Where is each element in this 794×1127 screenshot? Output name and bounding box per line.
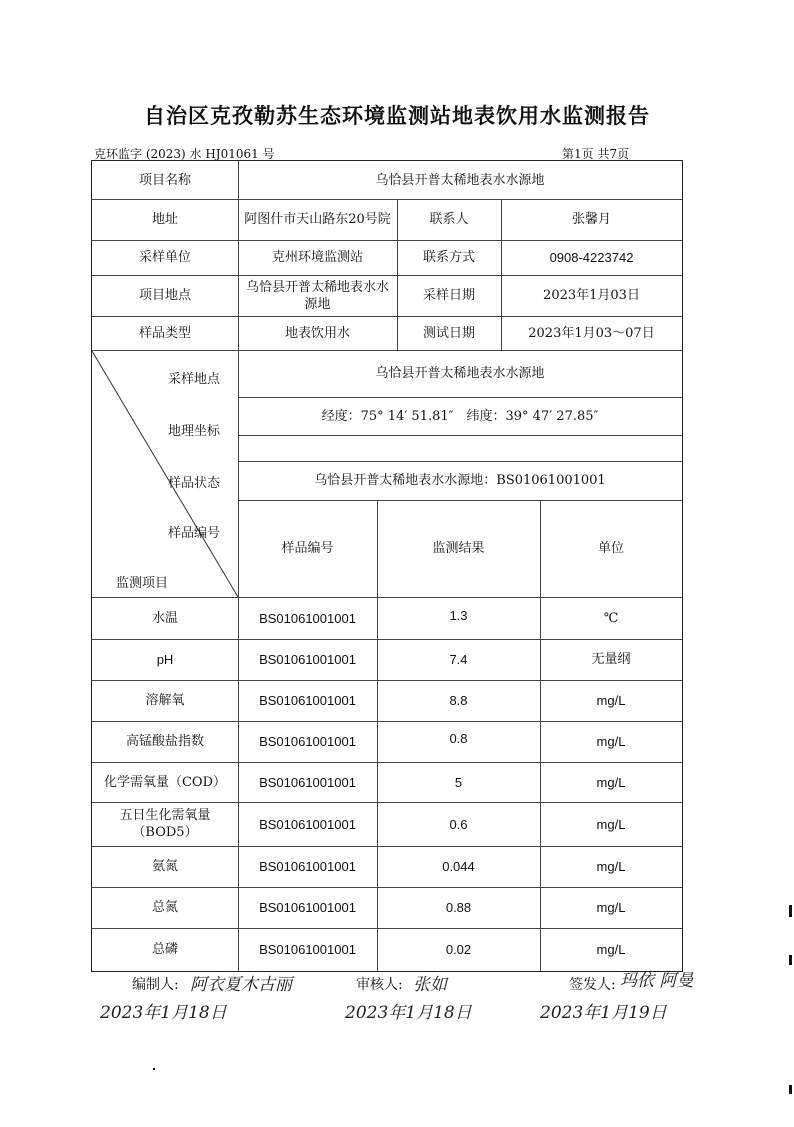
report-title: 自治区克孜勒苏生态环境监测站地表饮用水监测报告 xyxy=(144,103,650,128)
issuer-signature: 玛依 阿曼 xyxy=(620,971,694,991)
issuer-label: 签发人: xyxy=(569,977,616,993)
location-label: 项目地点 xyxy=(138,288,191,303)
row-unit: mg/L xyxy=(596,734,626,749)
scan-mark xyxy=(789,955,792,965)
row-unit: mg/L xyxy=(596,774,626,790)
state-value: 乌恰县开普太稀地表水水源地：BS01061001001 xyxy=(314,473,606,488)
col-header-unit: 单位 xyxy=(597,541,624,556)
reviewer-signature: 张如 xyxy=(413,975,447,995)
coords-label: 地理坐标 xyxy=(167,423,220,439)
page-info: 第1页 共7页 xyxy=(562,147,630,161)
report-table xyxy=(91,160,683,972)
sampling-date-label: 采样日期 xyxy=(422,288,475,303)
row-result: 7.4 xyxy=(449,652,468,667)
row-sample-no: BS01061001001 xyxy=(259,859,356,874)
row-result: 0.044 xyxy=(442,859,475,874)
row-result: 0.02 xyxy=(445,942,472,957)
row-result: 8.8 xyxy=(449,693,468,708)
scan-dot xyxy=(153,1068,155,1070)
document-number: 克环监字 (2023) 水 HJ01061 号 xyxy=(94,147,275,161)
row-result: 0.6 xyxy=(449,816,468,832)
contact-value: 张馨月 xyxy=(571,212,611,227)
address-label: 地址 xyxy=(151,212,178,227)
row-item: 氨氮 xyxy=(151,859,178,874)
sampling-site-value: 乌恰县开普太稀地表水水源地 xyxy=(375,366,545,381)
row-sample-no: BS01061001001 xyxy=(259,652,356,667)
row-result: 5 xyxy=(454,774,463,790)
scan-mark xyxy=(789,905,792,917)
col-header-sample-no: 样品编号 xyxy=(281,541,334,556)
sample-no-label: 样品编号 xyxy=(167,525,220,541)
row-sample-no: BS01061001001 xyxy=(259,900,356,915)
sampling-site-label: 采样地点 xyxy=(167,371,220,387)
row-item: pH xyxy=(156,652,174,667)
row-unit: ℃ xyxy=(603,610,619,626)
row-unit: mg/L xyxy=(596,816,626,832)
row-sample-no: BS01061001001 xyxy=(259,610,356,626)
row-result: 0.88 xyxy=(445,900,472,915)
row-item: 总氮 xyxy=(151,900,178,915)
issue-date: 2023年1月19日 xyxy=(540,1003,667,1023)
compiler-signature: 阿衣夏木古丽 xyxy=(190,975,292,995)
test-date-label: 测试日期 xyxy=(422,325,475,341)
contact-label: 联系人 xyxy=(429,212,469,227)
phone-value: 0908-4223742 xyxy=(549,250,634,265)
row-item: 五日生化需氧量（BOD5） xyxy=(119,808,211,840)
row-item: 水温 xyxy=(151,610,178,626)
phone-label: 联系方式 xyxy=(422,250,475,265)
sampling-unit-label: 采样单位 xyxy=(138,250,191,265)
compiler-label: 编制人: xyxy=(132,977,179,993)
col-header-result: 监测结果 xyxy=(432,541,485,556)
row-item: 总磷 xyxy=(151,942,178,957)
sample-type-label: 样品类型 xyxy=(138,325,191,341)
sampling-date-value: 2023年1月03日 xyxy=(543,288,640,303)
project-name-label: 项目名称 xyxy=(138,172,191,188)
address-value: 阿图什市天山路东20号院 xyxy=(244,212,391,227)
test-date-value: 2023年1月03～07日 xyxy=(528,325,655,341)
project-name-value: 乌恰县开普太稀地表水水源地 xyxy=(375,172,545,188)
row-unit: mg/L xyxy=(596,900,626,915)
compile-date: 2023年1月18日 xyxy=(100,1003,227,1023)
coords-value: 经度：75° 14′ 51.81″ 纬度：39° 47′ 27.85″ xyxy=(321,408,599,424)
row-sample-no: BS01061001001 xyxy=(259,734,356,749)
row-result: 0.8 xyxy=(449,730,468,746)
row-sample-no: BS01061001001 xyxy=(259,816,356,832)
row-item: 溶解氧 xyxy=(145,693,185,708)
row-unit: 无量纲 xyxy=(591,652,631,667)
row-result: 1.3 xyxy=(449,607,468,623)
row-unit: mg/L xyxy=(596,693,626,708)
reviewer-label: 审核人: xyxy=(356,977,403,993)
state-label: 样品状态 xyxy=(167,475,220,491)
row-unit: mg/L xyxy=(596,859,626,874)
row-sample-no: BS01061001001 xyxy=(259,942,356,957)
scan-mark xyxy=(789,1085,792,1094)
row-unit: mg/L xyxy=(596,942,626,957)
review-date: 2023年1月18日 xyxy=(345,1003,472,1023)
sample-type-value: 地表饮用水 xyxy=(284,325,350,341)
sampling-unit-value: 克州环境监测站 xyxy=(271,250,363,265)
monitoring-item-label: 监测项目 xyxy=(116,575,169,591)
location-value: 乌恰县开普太稀地表水水源地 xyxy=(245,279,389,312)
row-item: 高锰酸盐指数 xyxy=(125,734,204,749)
row-sample-no: BS01061001001 xyxy=(259,693,356,708)
row-sample-no: BS01061001001 xyxy=(259,774,356,790)
row-item: 化学需氧量（COD） xyxy=(103,774,227,790)
